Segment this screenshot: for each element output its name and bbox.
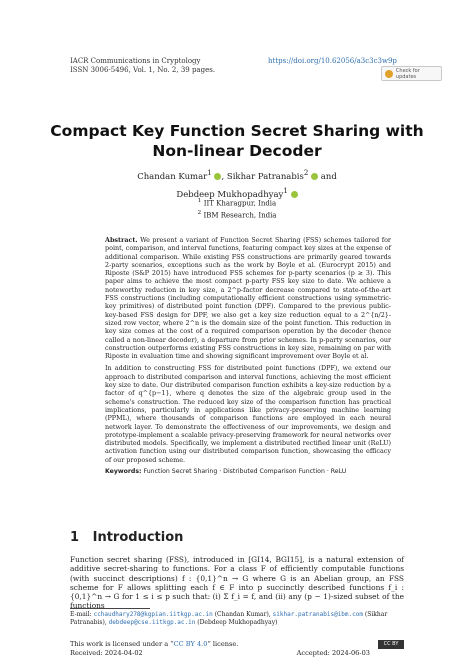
author-3: Debdeep Mukhopadhyay [176,189,284,200]
keywords-list: Function Secret Sharing · Distributed Comparison Function · ReLU [143,468,347,476]
affiliation-1: $^1$ IIT Kharagpur, India [197,198,277,208]
author-1: Chandan Kumar [137,171,208,182]
affiliation-2: $^2$ IBM Research, India [197,210,277,220]
author-conjunction: and [318,171,337,182]
journal-name: IACR Communications in Cryptology [70,57,201,65]
title-line-1: Compact Key Function Secret Sharing with [50,122,424,140]
abstract-label: Abstract. [105,236,138,244]
cc-license-icon[interactable]: CC BY [378,640,404,649]
paper-title [0,121,474,161]
email-link-2[interactable]: sikhar.patranabis@ibm.com [272,611,363,618]
keywords-label: Keywords: [105,468,142,476]
check-updates-icon [385,70,393,78]
journal-header [70,57,215,75]
author-2: , Sikhar Patranabis [221,171,304,182]
abstract-paragraph-2: In addition to constructing FSS for distributed point functions (DPF), we extend our approach to distributed comparison and interval functions, achieving the most efficient key size to date. Our distributed comparison function exhibits a key-size reduction by a factor of q^{p−1}, where q denotes the size of the algebraic group used in the scheme's construction. The reduced key size of the comparison function has practical implications, particularly in applications like privacy-preserving machine learning (PPML), where thousands of comparison functions are employed in each neural network layer. To demonstrate the effectiveness of our improvements, we design and prototype-implement a scalable privacy-preserving framework for neural networks over distributed models. Specifically, we implement a distributed rectified linear unit (ReLU) activation function using our distributed comparison function, showcasing the efficacy of our proposed scheme. [105,364,391,464]
footnote-rule [70,608,150,609]
author-3-affil: 1 [283,185,288,195]
author-1-affil: 1 [207,168,212,177]
journal-issn: ISSN 3006-5496, Vol. 1, No. 2, 39 pages. [70,66,216,74]
accepted-date: Accepted: 2024-06-03 [296,649,370,657]
doi-link[interactable]: https://doi.org/10.62056/a3c3c3w9p [268,57,397,65]
title-line-2: Non-linear Decoder [152,142,322,160]
author-2-affil: 2 [303,168,309,177]
license-link[interactable]: CC BY 4.0 [173,640,208,648]
section-title: Introduction [92,530,184,545]
abstract-paragraph-1: We present a variant of Function Secret Sharing (FSS) schemes tailored for point, comparison, and interval functions, featuring compact key sizes at the expense of additional comparison. While existing FSS constructions are primarily geared towards 2-party scenarios, exceptions such as the work by Boyle et al. (Eurocrypt 2015) and Riposte (S&P 2015) have introduced FSS schemes for p-party scenarios (p ≥ 3). This paper aims to achieve the most compact p-party FSS key size to date. We achieve a noteworthy reduction in key size, a 2^p-factor decrease compared to state-of-the-art FSS constructions (including computationally efficient constructions using symmetric-key primitives) of distributed point function (DPF). Compared to the previous public-key-based FSS design for DPF, we also get a key size reduction equal to a 2^{n/2}-sized row vector, where 2^n is the domain size of the point function. This reduction in key size comes at the cost of a required comparison operation by the decoder (hence called a non-linear decoder), a departure from prior schemes. In p-party scenarios, our construction outperforms existing FSS constructions in key size, remaining on par with Riposte in evaluation time and showing significant improvement over Boyle et al. [105,236,391,361]
license-block: This work is licensed under a “CC BY 4.0” license. Received: 2024-04-02 Accepted: 2024-06-03 [70,640,370,657]
section-number: 1 [70,530,80,545]
keywords [105,468,391,476]
section-heading [70,530,183,545]
intro-paragraph: Function secret sharing (FSS), introduced in [GI14, BGI15], is a natural extension of additive secret-sharing to functions. For a class F of efficiently computable functions (with succinct descriptions) f : {0,1}^n → G where G is an Abelian group, an FSS scheme for F allows splitting each f ∈ F into p succinctly described functions f_i : {0,1}^n → G for 1 ≤ i ≤ p such that: (i) Σ f_i = f, and (ii) any (p − 1)-sized subset of the functions [70,555,404,611]
footnote: E-mail: cchaudhary278@kgpian.iitkgp.ac.in (Chandan Kumar), sikhar.patranabis@ibm.com (Sikhar Patranabis), debdeep@cse.iitkgp.ac.in (Debdeep Mukhopadhyay) [70,611,388,626]
email-link-1[interactable]: cchaudhary278@kgpian.iitkgp.ac.in [93,611,213,618]
check-updates-label: Check for updates [395,67,420,80]
abstract [105,236,391,476]
affiliations [0,196,474,221]
received-date: Received: 2024-04-02 [70,649,143,657]
email-link-3[interactable]: debdeep@cse.iitkgp.ac.in [108,619,196,626]
check-updates-button[interactable] [381,66,442,81]
